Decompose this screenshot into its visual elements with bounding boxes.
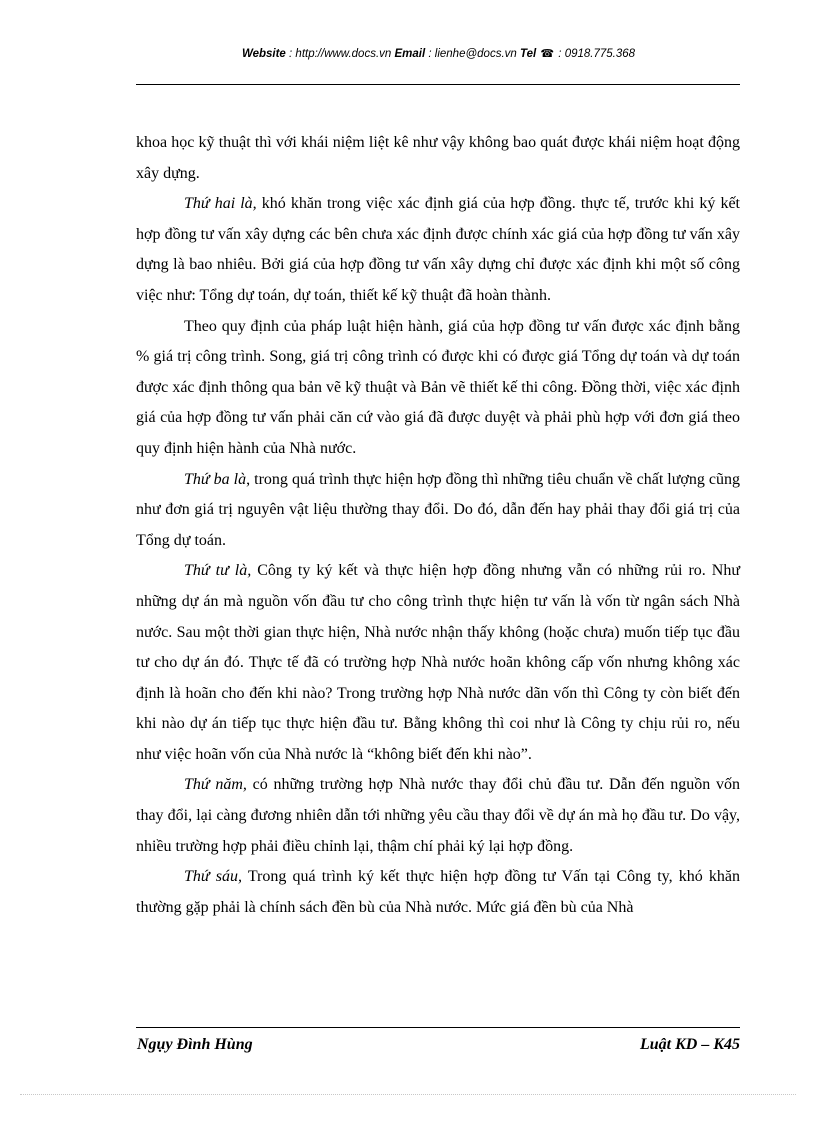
website-url[interactable]: http://www.docs.vn bbox=[295, 48, 392, 60]
email-address[interactable]: lienhe@docs.vn bbox=[434, 48, 517, 60]
body-text bbox=[136, 128, 740, 923]
paragraph-1-text: khoa học kỹ thuật thì với khái niệm liệt kê như vậy không bao quát được khái niệm hoạt động xây dựng. bbox=[136, 134, 740, 182]
tel-label: Tel bbox=[519, 48, 537, 60]
paragraph-3 bbox=[136, 312, 740, 465]
website-label: Website bbox=[241, 48, 286, 60]
paragraph-2 bbox=[136, 189, 740, 311]
tel-number: 0918.775.368 bbox=[564, 48, 636, 60]
paragraph-7 bbox=[136, 862, 740, 923]
phone-icon: ☎ bbox=[540, 48, 555, 60]
paragraph-4 bbox=[136, 465, 740, 557]
paragraph-2-text: khó khăn trong việc xác định giá của hợp đồng. thực tế, trước khi ký kết hợp đồng tư vấn xây dựng các bên chưa xác định được chính xác giá của hợp đồng tư vấn xây dựng là bao nhiêu. Bởi giá của hợp đồng tư vấn xây dựng chỉ được xác định khi một số công việc như: Tổng dự toán, dự toán, thiết kế kỹ thuật đã hoàn thành. bbox=[136, 195, 741, 304]
email-label: Email bbox=[394, 48, 426, 60]
paragraph-1 bbox=[136, 128, 740, 189]
footer-course: Luật KD – K45 bbox=[639, 1036, 740, 1053]
paragraph-2-lead: Thứ hai là, bbox=[184, 195, 257, 213]
tel-sep: : bbox=[555, 48, 565, 60]
paragraph-7-text: Trong quá trình ký kết thực hiện hợp đồng tư Vấn tại Công ty, khó khăn thường gặp phải là chính sách đền bù của Nhà nước. Mức giá đền bù của Nhà bbox=[136, 868, 740, 916]
paragraph-5 bbox=[136, 556, 740, 770]
paragraph-4-text: , trong quá trình thực hiện hợp đồng thì những tiêu chuẩn về chất lượng cũng như đơn giá trị nguyên vật liệu thường thay đổi. Do đó, dẫn đến hay phải thay đổi giá trị của Tổng dự toán. bbox=[136, 470, 740, 549]
paragraph-4-lead: Thứ ba là bbox=[184, 470, 247, 488]
paragraph-5-text: Công ty ký kết và thực hiện hợp đồng nhưng vẫn có những rủi ro. Như những dự án mà nguồn vốn đầu tư cho công trình thực hiện tư vấn là vốn từ ngân sách Nhà nước. Sau một thời gian thực hiện, Nhà nước nhận thấy không (hoặc chưa) muốn tiếp tục đầu tư cho dự án đó. Thực tế đã có trường hợp Nhà nước hoãn không cấp vốn nhưng không xác định là hoãn cho đến khi nào? Trong trường hợp Nhà nước dãn vốn thì Công ty còn biết đến khi nào dự án tiếp tục thực hiện đầu tư. Bằng không thì coi như là Công ty chịu rủi ro, nếu như việc hoãn vốn của Nhà nước là “không biết đến khi nào”. bbox=[136, 562, 740, 763]
footer-rule bbox=[136, 1027, 740, 1028]
page-header bbox=[137, 47, 740, 60]
header-rule bbox=[136, 84, 740, 85]
website-sep: : bbox=[285, 48, 296, 60]
paragraph-6 bbox=[136, 770, 740, 862]
paragraph-3-text: Theo quy định của pháp luật hiện hành, giá của hợp đồng tư vấn được xác định bằng % giá trị công trình. Song, giá trị công trình có được khi có được giá Tổng dự toán và dự toán được xác định thông qua bản vẽ kỹ thuật và Bản vẽ thiết kế thi công. Đồng thời, việc xác định giá của hợp đồng tư vấn phải căn cứ vào giá đã được duyệt và phải phù hợp với đơn giá theo quy định hiện hành của Nhà nước. bbox=[136, 317, 740, 457]
email-sep: : bbox=[425, 48, 435, 60]
paragraph-5-lead: Thứ tư là, bbox=[184, 562, 252, 580]
page-bottom-dotted-line bbox=[20, 1094, 796, 1095]
paragraph-6-lead: Thứ năm, bbox=[184, 776, 247, 794]
footer-author: Ngụy Đình Hùng bbox=[137, 1036, 253, 1053]
paragraph-6-text: có những trường hợp Nhà nước thay đổi chủ đầu tư. Dẫn đến nguồn vốn thay đổi, lại càng đương nhiên dẫn tới những yêu cầu thay đổi về dự án mà họ đầu tư. Do vậy, nhiều trường hợp phải điều chỉnh lại, thậm chí phải ký lại hợp đồng. bbox=[136, 776, 740, 855]
paragraph-7-lead: Thứ sáu, bbox=[184, 868, 242, 886]
